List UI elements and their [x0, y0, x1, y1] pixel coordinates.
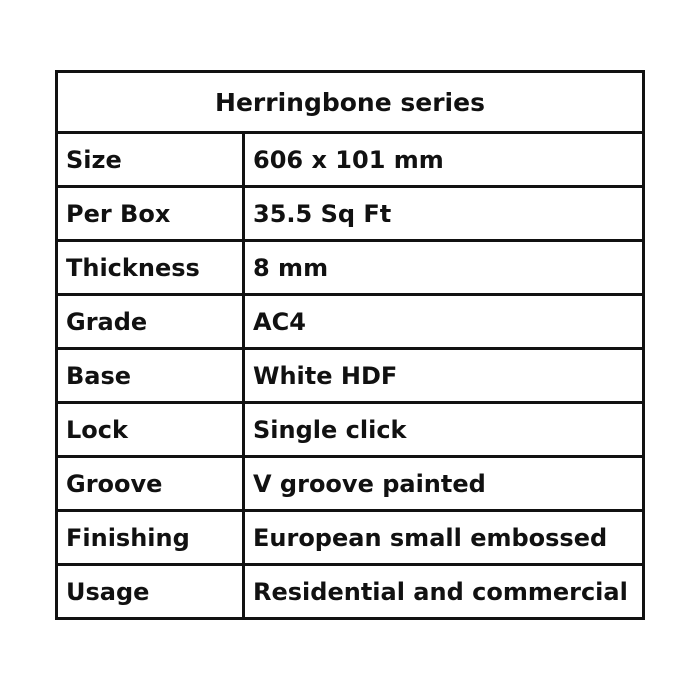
row-value: Single click	[244, 403, 644, 457]
row-label: Per Box	[57, 187, 244, 241]
table-row	[57, 565, 644, 619]
table-row	[57, 133, 644, 187]
row-label: Finishing	[57, 511, 244, 565]
table-row	[57, 295, 644, 349]
row-label: Lock	[57, 403, 244, 457]
row-label: Base	[57, 349, 244, 403]
row-value: White HDF	[244, 349, 644, 403]
table-row	[57, 511, 644, 565]
table-row	[57, 241, 644, 295]
row-value: European small embossed	[244, 511, 644, 565]
table-row	[57, 187, 644, 241]
row-value: AC4	[244, 295, 644, 349]
row-label: Groove	[57, 457, 244, 511]
row-label: Usage	[57, 565, 244, 619]
table-header-row	[57, 72, 644, 133]
table-row	[57, 403, 644, 457]
row-label: Thickness	[57, 241, 244, 295]
row-value: 8 mm	[244, 241, 644, 295]
row-value: V groove painted	[244, 457, 644, 511]
row-value: 606 x 101 mm	[244, 133, 644, 187]
table-title: Herringbone series	[57, 72, 644, 133]
row-value: 35.5 Sq Ft	[244, 187, 644, 241]
row-value: Residential and commercial	[244, 565, 644, 619]
table-row	[57, 457, 644, 511]
row-label: Size	[57, 133, 244, 187]
row-label: Grade	[57, 295, 244, 349]
spec-table	[55, 70, 645, 620]
table-row	[57, 349, 644, 403]
